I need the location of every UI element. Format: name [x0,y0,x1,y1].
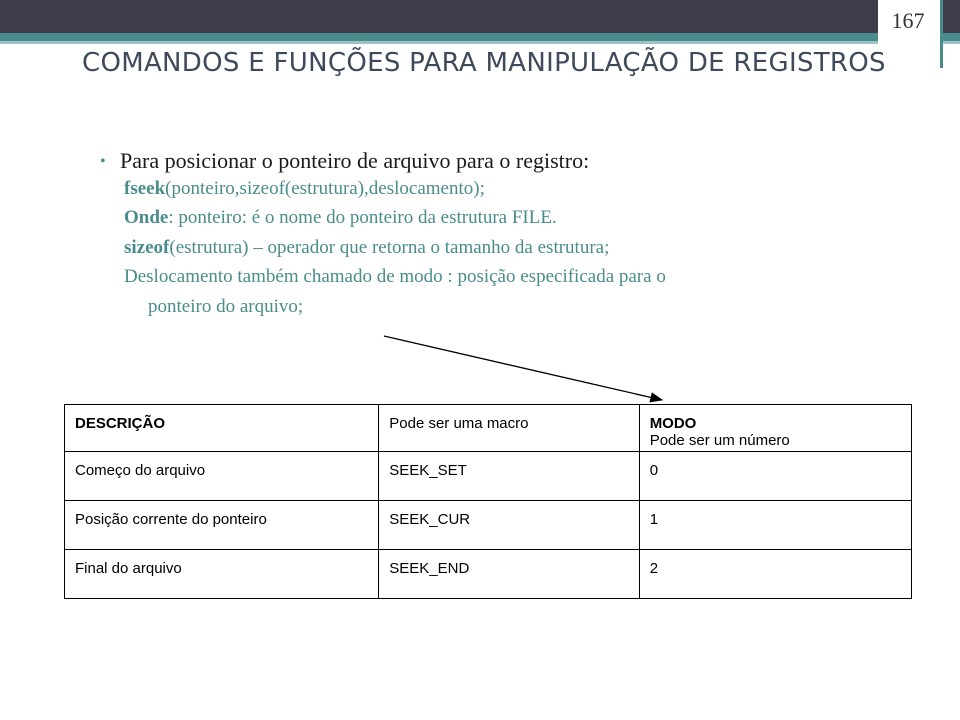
header-modo [639,405,911,452]
table-row [65,452,912,501]
fseek-keyword: fseek [124,178,166,199]
header-macro: Pode ser uma macro [379,405,639,452]
cell-macro: SEEK_CUR [379,501,639,550]
cell-modo: 0 [639,452,911,501]
fseek-line [124,174,860,203]
table-row [65,501,912,550]
header-descricao: DESCRIÇÃO [65,405,379,452]
cell-modo: 1 [639,501,911,550]
top-bar [0,0,960,33]
header-modo-title: MODO [649,415,697,432]
bullet-item [100,148,860,174]
onde-keyword: Onde [124,207,169,229]
sub-lines [124,174,860,321]
top-accent-bar [0,33,960,41]
cell-descricao: Posição corrente do ponteiro [65,501,379,550]
bullet-text: Para posicionar o ponteiro de arquivo para o registro: [120,148,590,173]
cell-descricao: Começo do arquivo [65,452,379,501]
page-number-tab-line [940,0,943,68]
sizeof-line [124,233,860,262]
page-number: 167 [891,8,925,33]
top-accent-bar-light [0,41,960,44]
cell-descricao: Final do arquivo [65,550,379,599]
onde-line [124,203,860,232]
header-modo-sub: Pode ser um número [649,432,790,449]
fseek-args: (ponteiro,sizeof(estrutura),deslocamento); [165,178,485,199]
bullet-dot-icon: • [100,153,106,170]
table-header-row [65,405,912,452]
deslocamento-text-2: ponteiro do arquivo; [148,295,304,317]
cell-modo: 2 [639,550,911,599]
deslocamento-text-1: Deslocamento também chamado de modo : posição especificada para o [124,266,666,288]
onde-text: : ponteiro: é o nome do ponteiro da estrutura FILE. [168,207,557,229]
slide-content [100,148,860,321]
cell-macro: SEEK_SET [379,452,639,501]
deslocamento-line [124,262,860,321]
sizeof-text: (estrutura) – operador que retorna o tamanho da estrutura; [169,236,610,258]
table-row [65,550,912,599]
sizeof-keyword: sizeof [124,236,170,258]
seek-modes-table [64,404,912,599]
cell-macro: SEEK_END [379,550,639,599]
slide-title: COMANDOS E FUNÇÕES PARA MANIPULAÇÃO DE REGISTROS [82,48,886,78]
